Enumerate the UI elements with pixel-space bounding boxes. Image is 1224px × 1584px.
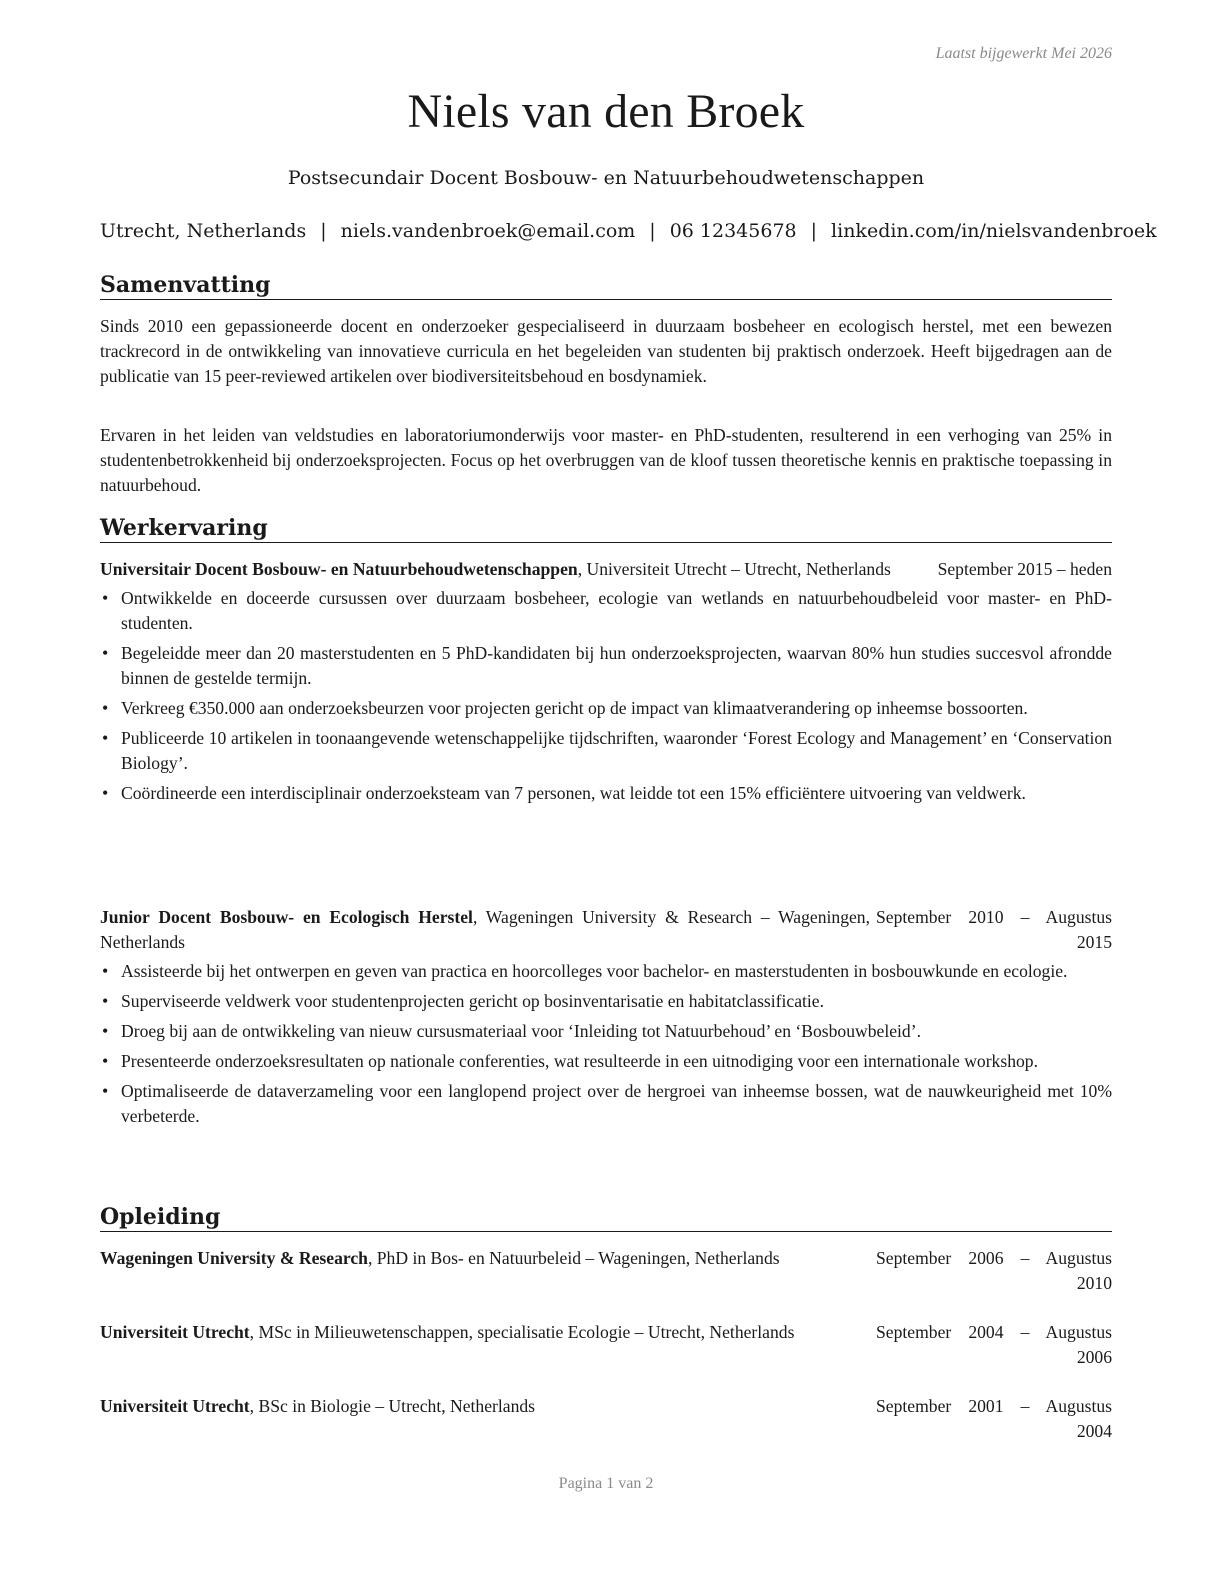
- job-bullets: [100, 586, 1112, 806]
- education-school: Universiteit Utrecht: [100, 1396, 250, 1416]
- contact-phone: 06 12345678: [669, 220, 797, 242]
- education-entry: [100, 1394, 1112, 1444]
- education-detail: , MSc in Milieuwetenschappen, specialisatie Ecologie – Utrecht, Netherlands: [249, 1322, 795, 1342]
- contact-location: Utrecht, Netherlands: [100, 220, 307, 242]
- job-role: Universitair Docent Bosbouw- en Natuurbehoudwetenschappen: [100, 559, 578, 579]
- last-updated: Laatst bijgewerkt Mei 2026: [935, 45, 1112, 62]
- education-heading: [100, 1320, 876, 1345]
- section-title-education: Opleiding: [100, 1204, 1112, 1232]
- education-school: Universiteit Utrecht: [100, 1322, 250, 1342]
- job-organization: , Wageningen University & Research – Wageningen, Netherlands: [100, 907, 870, 952]
- contact-separator: |: [320, 220, 327, 242]
- list-item: • Coördineerde een interdisciplinair onderzoeksteam van 7 personen, wat leidde tot een 15% efficiëntere uitvoering van veldwerk.: [100, 781, 1112, 806]
- list-item: • Assisteerde bij het ontwerpen en geven van practica en hoorcolleges voor bachelor- en masterstudenten in bosbouwkunde en ecologie.: [100, 959, 1112, 984]
- job-role: Junior Docent Bosbouw- en Ecologisch Herstel: [100, 907, 473, 927]
- contact-separator: |: [649, 220, 656, 242]
- education-detail: , BSc in Biologie – Utrecht, Netherlands: [249, 1396, 536, 1416]
- education-dates: September 2006 – Augustus 2010: [876, 1248, 1112, 1293]
- summary-paragraph: Sinds 2010 een gepassioneerde docent en onderzoeker gespecialiseerd in duurzaam bosbeheer en ecologisch herstel, met een bewezen trackrecord in de ontwikkeling van innovatieve curricula en het begeleiden van studenten bij praktisch onderzoek. Heeft bijgedragen aan de publicatie van 15 peer-reviewed artikelen over biodiversiteitsbehoud en bosdynamiek.: [100, 316, 1112, 387]
- list-item: • Optimaliseerde de dataverzameling voor een langlopend project over de hergroei van inheemse bossen, wat de nauwkeurigheid met 10% verbeterde.: [100, 1079, 1112, 1129]
- job-entry: [100, 905, 1112, 1134]
- job-entry: [100, 557, 1112, 811]
- section-title-experience: Werkervaring: [100, 515, 1112, 543]
- list-item: • Begeleidde meer dan 20 masterstudenten en 5 PhD-kandidaten bij hun onderzoeksprojecten, waarvan 80% hun studies succesvol afrondde binnen de gestelde termijn.: [100, 641, 1112, 691]
- job-title: Postsecundair Docent Bosbouw- en Natuurbehoudwetenschappen: [287, 167, 925, 189]
- job-heading: [100, 557, 924, 582]
- education-school: Wageningen University & Research: [100, 1248, 368, 1268]
- education-entry: [100, 1320, 1112, 1370]
- education-entry: [100, 1246, 1112, 1296]
- list-item: • Presenteerde onderzoeksresultaten op nationale conferenties, wat resulteerde in een uitnodiging voor een internationale workshop.: [100, 1049, 1112, 1074]
- contact-separator: |: [810, 220, 818, 242]
- job-dates: September 2010 – Augustus 2015: [876, 907, 1112, 952]
- job-bullets: [100, 959, 1112, 1129]
- list-item: • Droeg bij aan de ontwikkeling van nieuw cursusmateriaal voor ‘Inleiding tot Natuurbehoud’ en ‘Bosbouwbeleid’.: [100, 1019, 1112, 1044]
- page-number: Pagina 1 van 2: [558, 1475, 654, 1492]
- summary-paragraph: Ervaren in het leiden van veldstudies en laboratoriumonderwijs voor master- en PhD-studenten, resulterend in een verhoging van 25% in studentenbetrokkenheid bij onderzoeksprojecten. Focus op het overbruggen van de kloof tussen theoretische kennis en praktische toepassing in natuurbehoud.: [100, 425, 1112, 496]
- list-item: • Superviseerde veldwerk voor studentenprojecten gericht op bosinventarisatie en habitatclassificatie.: [100, 989, 1112, 1014]
- job-heading: [100, 905, 876, 955]
- candidate-name: Niels van den Broek: [407, 85, 805, 138]
- list-item: • Ontwikkelde en doceerde cursussen over duurzaam bosbeheer, ecologie van wetlands en natuurbehoudbeleid voor master- en PhD-studenten.: [100, 586, 1112, 636]
- contact-email[interactable]: niels.vandenbroek@email.com: [340, 220, 636, 242]
- education-detail: , PhD in Bos- en Natuurbeleid – Wageningen, Netherlands: [367, 1248, 780, 1268]
- contact-linkedin[interactable]: linkedin.com/in/nielsvandenbroek: [831, 220, 1157, 242]
- education-heading: [100, 1246, 876, 1271]
- education-heading: [100, 1394, 876, 1419]
- education-dates: September 2004 – Augustus 2006: [876, 1322, 1112, 1367]
- list-item: • Publiceerde 10 artikelen in toonaangevende wetenschappelijke tijdschriften, waaronder ‘Forest Ecology and Management’ en ‘Conservation Biology’.: [100, 726, 1112, 776]
- resume-page: [100, 0, 1157, 1584]
- list-item: • Verkreeg €350.000 aan onderzoeksbeurzen voor projecten gericht op de impact van klimaatverandering op inheemse bossoorten.: [100, 696, 1112, 721]
- contact-line: [100, 220, 1157, 242]
- job-dates: September 2015 – heden: [937, 559, 1112, 579]
- education-dates: September 2001 – Augustus 2004: [876, 1396, 1112, 1441]
- job-organization: , Universiteit Utrecht – Utrecht, Netherlands: [577, 559, 891, 579]
- section-title-summary: Samenvatting: [100, 272, 1112, 300]
